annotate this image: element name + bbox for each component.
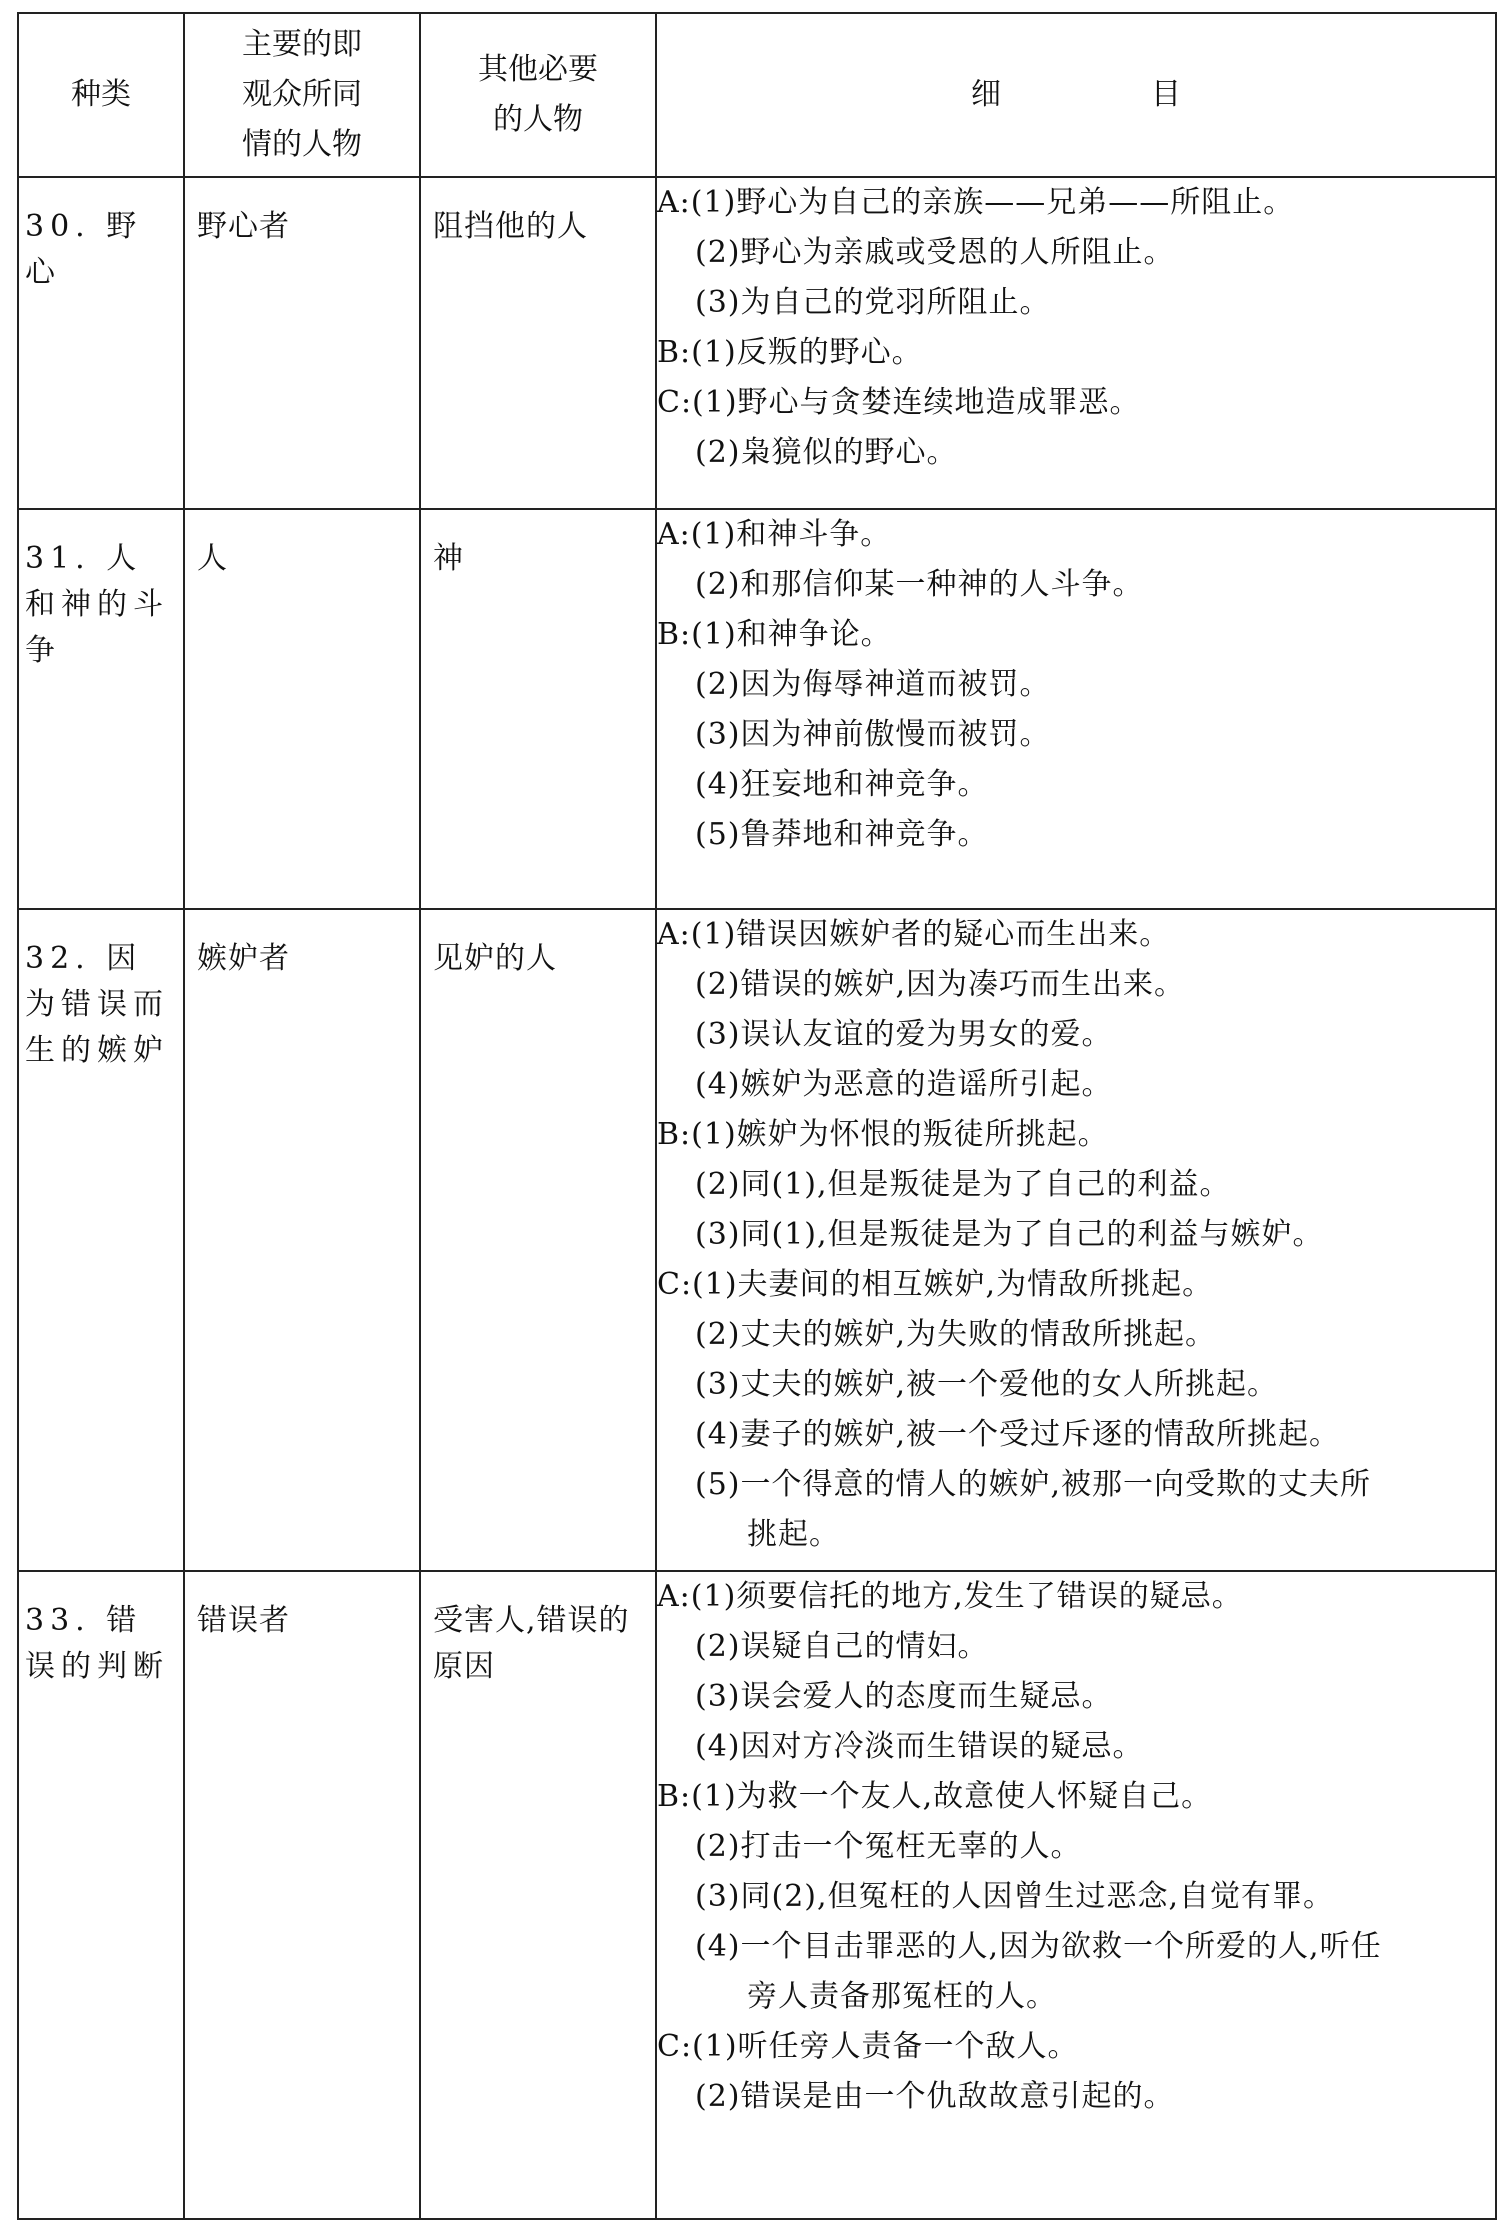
header-main-character: 主要的即 观众所同 情的人物 [184,13,420,177]
detail-line: B:(1)和神争论。 [657,617,892,652]
header-category: 种类 [18,13,184,177]
category-text: 30. 野心 [25,209,143,290]
table-row [18,909,1496,1571]
other-character-cell [420,1571,656,2219]
detail-line: (3)同(2),但冤枉的人因曾生过恶念,自觉有罪。 [695,1879,1335,1914]
detail-line: (2)同(1),但是叛徒是为了自己的利益。 [695,1167,1231,1202]
header-detail-right: 目 [1151,77,1181,112]
other-character-cell [420,909,656,1571]
other-character-cell [420,509,656,909]
category-table [17,12,1497,2220]
detail-line: 旁人责备那冤枉的人。 [747,1979,1057,2014]
detail-line: B:(1)反叛的野心。 [657,335,923,370]
category-text: 32. 因为错误而生的嫉妒 [25,941,169,1068]
detail-line: (2)误疑自己的情妇。 [695,1629,989,1664]
header-other-character: 其他必要 的人物 [420,13,656,177]
header-detail [656,13,1496,177]
main-character-cell [184,509,420,909]
category-text: 33. 错误的判断 [25,1603,169,1684]
detail-line: A:(1)野心为自己的亲族——兄弟——所阻止。 [657,185,1295,220]
other-character-text: 受害人,错误的原因 [433,1603,630,1684]
detail-cell [656,509,1496,909]
detail-cell [656,1571,1496,2219]
detail-line: (4)因对方冷淡而生错误的疑忌。 [695,1729,1144,1764]
category-cell [18,1571,184,2219]
detail-line: (3)因为神前傲慢而被罚。 [695,717,1051,752]
category-cell [18,177,184,509]
main-character-cell [184,177,420,509]
table-row [18,1571,1496,2219]
detail-line: (3)同(1),但是叛徒是为了自己的利益与嫉妒。 [695,1217,1324,1252]
detail-line: (5)鲁莽地和神竞争。 [695,817,989,852]
detail-line: A:(1)错误因嫉妒者的疑心而生出来。 [657,917,1171,952]
detail-line: (3)为自己的党羽所阻止。 [695,285,1051,320]
detail-line: (3)误会爱人的态度而生疑忌。 [695,1679,1113,1714]
main-character-text: 嫉妒者 [197,941,290,976]
detail-cell [656,909,1496,1571]
header-detail-left: 细 [971,77,1001,112]
main-character-cell [184,1571,420,2219]
detail-line: C:(1)听任旁人责备一个敌人。 [657,2029,1079,2064]
detail-line: (4)妻子的嫉妒,被一个受过斥逐的情敌所挑起。 [695,1417,1341,1452]
detail-line: (5)一个得意的情人的嫉妒,被那一向受欺的丈夫所 [695,1467,1372,1502]
detail-line: C:(1)夫妻间的相互嫉妒,为情敌所挑起。 [657,1267,1214,1302]
detail-line: (2)错误的嫉妒,因为凑巧而生出来。 [695,967,1186,1002]
detail-line: (2)和那信仰某一种神的人斗争。 [695,567,1144,602]
main-character-text: 人 [197,541,228,576]
detail-line: 挑起。 [747,1517,840,1552]
detail-line: (3)误认友谊的爱为男女的爱。 [695,1017,1113,1052]
detail-line: B:(1)为救一个友人,故意使人怀疑自己。 [657,1779,1213,1814]
detail-line: (2)错误是由一个仇敌故意引起的。 [695,2079,1175,2114]
main-character-cell [184,909,420,1571]
main-character-text: 错误者 [197,1603,290,1638]
detail-line: (2)因为侮辱神道而被罚。 [695,667,1051,702]
other-character-text: 阻挡他的人 [433,209,588,244]
other-character-text: 见妒的人 [433,941,557,976]
detail-line: B:(1)嫉妒为怀恨的叛徒所挑起。 [657,1117,1109,1152]
table-row [18,177,1496,509]
main-character-text: 野心者 [197,209,290,244]
detail-line: (3)丈夫的嫉妒,被一个爱他的女人所挑起。 [695,1367,1279,1402]
category-text: 31. 人和神的斗争 [25,541,169,668]
detail-line: (4)嫉妒为恶意的造谣所引起。 [695,1067,1113,1102]
detail-line: A:(1)和神斗争。 [657,517,892,552]
table-row [18,509,1496,909]
other-character-text: 神 [433,541,464,576]
other-character-cell [420,177,656,509]
category-cell [18,909,184,1571]
detail-line: (2)打击一个冤枉无辜的人。 [695,1829,1082,1864]
detail-line: A:(1)须要信托的地方,发生了错误的疑忌。 [657,1579,1243,1614]
detail-line: (2)野心为亲戚或受恩的人所阻止。 [695,235,1175,270]
detail-cell [656,177,1496,509]
detail-line: (4)一个目击罪恶的人,因为欲救一个所爱的人,听任 [695,1929,1382,1964]
detail-line: (2)丈夫的嫉妒,为失败的情敌所挑起。 [695,1317,1217,1352]
detail-line: C:(1)野心与贪婪连续地造成罪恶。 [657,385,1141,420]
detail-line: (2)枭獍似的野心。 [695,435,958,470]
detail-line: (4)狂妄地和神竞争。 [695,767,989,802]
header-row [18,13,1496,177]
category-cell [18,509,184,909]
